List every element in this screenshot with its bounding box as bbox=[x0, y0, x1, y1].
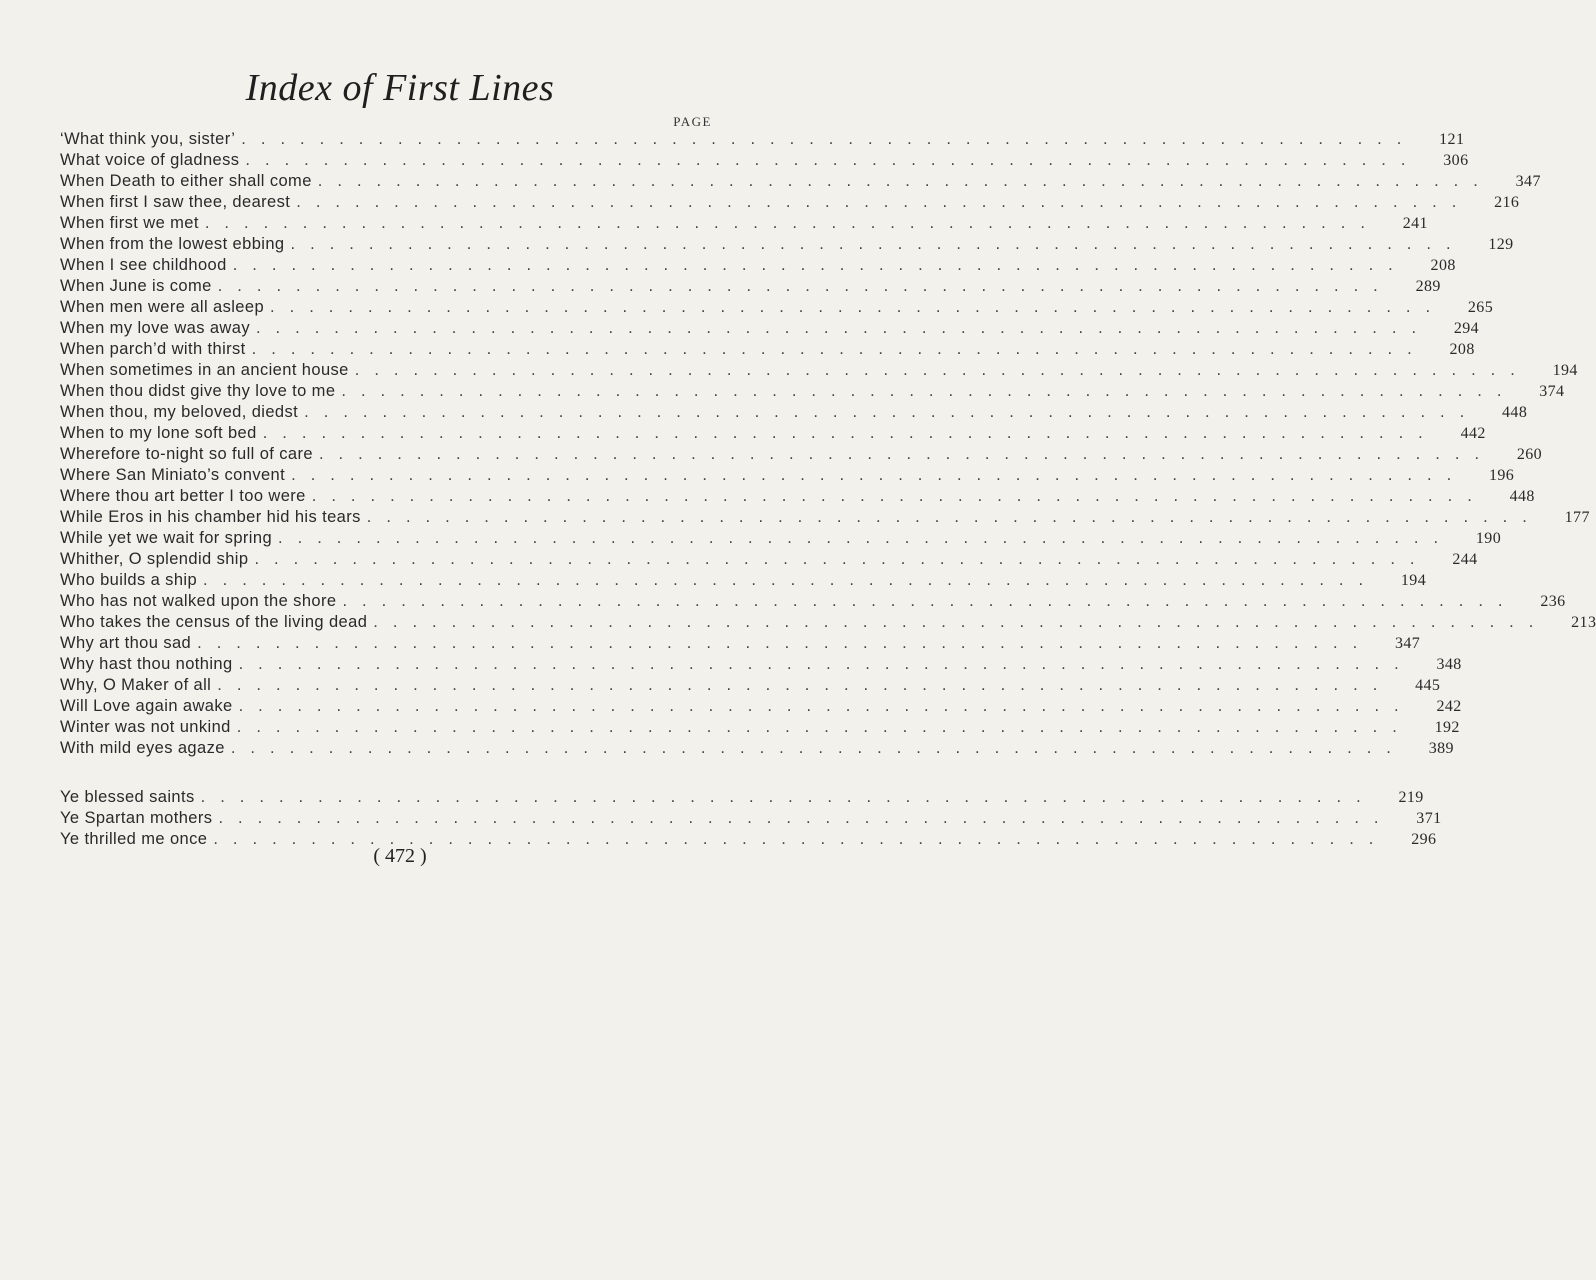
page-reference: 442 bbox=[1460, 425, 1486, 442]
index-entry bbox=[60, 403, 1528, 424]
first-line-text: Who builds a ship bbox=[60, 571, 198, 589]
index-entry bbox=[60, 361, 1578, 382]
page-reference: 389 bbox=[1428, 740, 1454, 757]
first-line-text: When my love was away bbox=[60, 319, 250, 337]
dot-leader: ............................................................ bbox=[255, 319, 1432, 337]
first-line-text: When first we met bbox=[60, 214, 199, 232]
dot-leader: ............................................................ bbox=[218, 809, 1394, 827]
first-line-text: Why, O Maker of all bbox=[60, 676, 212, 694]
index-entry bbox=[60, 487, 1535, 508]
index-entry bbox=[60, 172, 1541, 193]
index-entry bbox=[60, 130, 1465, 151]
dot-leader: ............................................................ bbox=[366, 508, 1542, 526]
dot-leader: ............................................................ bbox=[254, 550, 1430, 568]
index-entry bbox=[60, 739, 1454, 760]
index-entry bbox=[60, 550, 1478, 571]
page-reference: 219 bbox=[1398, 789, 1424, 806]
page-reference: 241 bbox=[1402, 215, 1428, 232]
page-reference: 347 bbox=[1515, 173, 1541, 190]
first-line-text: Why hast thou nothing bbox=[60, 655, 233, 673]
index-entry bbox=[60, 340, 1475, 361]
first-line-text: While yet we wait for spring bbox=[60, 529, 273, 547]
first-line-text: What voice of gladness bbox=[60, 151, 240, 169]
first-line-text: When Death to either shall come bbox=[60, 172, 312, 190]
index-entry bbox=[60, 571, 1427, 592]
page-reference: 347 bbox=[1394, 635, 1421, 652]
dot-leader: ............................................................ bbox=[290, 235, 1466, 253]
first-line-text: While Eros in his chamber hid his tears bbox=[60, 508, 361, 526]
first-line-text: Wherefore to-night so full of care bbox=[60, 445, 313, 463]
index-entry bbox=[60, 445, 1543, 466]
first-line-text: When thou, my beloved, diedst bbox=[60, 403, 299, 421]
page-reference: 448 bbox=[1502, 404, 1528, 421]
index-entry bbox=[60, 613, 1596, 634]
dot-leader: ............................................................ bbox=[204, 214, 1380, 232]
first-line-text: Winter was not unkind bbox=[60, 718, 231, 736]
page-reference: 294 bbox=[1453, 320, 1480, 337]
page-reference: 371 bbox=[1416, 810, 1442, 827]
first-line-text: When parch’d with thirst bbox=[60, 340, 246, 358]
first-line-text: When to my lone soft bed bbox=[60, 424, 257, 442]
dot-leader: ............................................................ bbox=[278, 529, 1454, 547]
index-entry bbox=[60, 655, 1462, 676]
index-entry bbox=[60, 592, 1566, 613]
index-entry bbox=[60, 319, 1480, 340]
page-reference: 348 bbox=[1436, 656, 1462, 673]
index-entry bbox=[60, 151, 1469, 172]
first-line-text: Where thou art better I too were bbox=[60, 487, 306, 505]
page-reference: 129 bbox=[1488, 236, 1514, 253]
first-line-text: Ye Spartan mothers bbox=[60, 809, 213, 827]
first-line-text: Ye thrilled me once bbox=[60, 830, 208, 848]
index-entry bbox=[60, 277, 1441, 298]
entry-group-y bbox=[60, 788, 1442, 851]
dot-leader: ............................................................ bbox=[232, 256, 1408, 274]
page-reference: 213 bbox=[1571, 614, 1596, 631]
dot-leader: ............................................................ bbox=[318, 445, 1495, 463]
page-reference: 194 bbox=[1400, 572, 1427, 589]
page-reference: 196 bbox=[1488, 467, 1515, 484]
dot-leader: ............................................................ bbox=[317, 172, 1493, 190]
dot-leader: ............................................................ bbox=[241, 130, 1417, 148]
page-reference: 208 bbox=[1449, 341, 1475, 358]
page-reference: 306 bbox=[1443, 152, 1469, 169]
dot-leader: ............................................................ bbox=[236, 718, 1412, 736]
index-entry bbox=[60, 508, 1590, 529]
first-line-text: When June is come bbox=[60, 277, 212, 295]
index-entry bbox=[60, 634, 1421, 655]
dot-leader: ............................................................ bbox=[354, 361, 1530, 379]
page-reference: 265 bbox=[1467, 299, 1494, 316]
page-reference: 121 bbox=[1439, 131, 1465, 148]
group-spacer bbox=[60, 760, 713, 788]
index-entry bbox=[60, 809, 1442, 830]
dot-leader: ............................................................ bbox=[238, 655, 1414, 673]
dot-leader: ............................................................ bbox=[200, 788, 1376, 806]
index-entry bbox=[60, 466, 1515, 487]
page-reference: 244 bbox=[1452, 551, 1478, 568]
first-line-text: When thou didst give thy love to me bbox=[60, 382, 336, 400]
dot-leader: ............................................................ bbox=[238, 697, 1414, 715]
dot-leader: ............................................................ bbox=[217, 277, 1393, 295]
index-entry bbox=[60, 676, 1441, 697]
first-line-text: When from the lowest ebbing bbox=[60, 235, 285, 253]
dot-leader: ............................................................ bbox=[341, 382, 1517, 400]
dot-leader: ............................................................ bbox=[213, 830, 1389, 848]
index-entry bbox=[60, 697, 1462, 718]
first-line-text: With mild eyes agaze bbox=[60, 739, 225, 757]
first-line-text: When I see childhood bbox=[60, 256, 227, 274]
index-entries bbox=[60, 130, 1596, 851]
index-entry bbox=[60, 298, 1494, 319]
page-reference: 216 bbox=[1494, 194, 1520, 211]
first-line-text: Will Love again awake bbox=[60, 697, 233, 715]
index-entry bbox=[60, 718, 1460, 739]
page-reference: 236 bbox=[1540, 593, 1566, 610]
dot-leader: ............................................................ bbox=[262, 424, 1438, 442]
first-line-text: When men were all asleep bbox=[60, 298, 265, 316]
index-entry bbox=[60, 788, 1424, 809]
page-reference: 208 bbox=[1430, 257, 1456, 274]
index-entry bbox=[60, 235, 1514, 256]
index-entry bbox=[60, 382, 1565, 403]
index-entry bbox=[60, 424, 1486, 445]
dot-leader: ............................................................ bbox=[342, 592, 1518, 610]
page-reference: 296 bbox=[1411, 831, 1437, 848]
dot-leader: ............................................................ bbox=[251, 340, 1427, 358]
first-line-text: When sometimes in an ancient house bbox=[60, 361, 349, 379]
page-reference: 260 bbox=[1516, 446, 1543, 463]
dot-leader: ............................................................ bbox=[203, 571, 1379, 589]
first-line-text: Ye blessed saints bbox=[60, 788, 195, 806]
first-line-text: Who has not walked upon the shore bbox=[60, 592, 337, 610]
entry-group-w bbox=[60, 130, 1596, 760]
page-reference: 192 bbox=[1434, 719, 1460, 736]
dot-leader: ............................................................ bbox=[197, 634, 1373, 652]
first-line-text: Why art thou sad bbox=[60, 634, 192, 652]
index-entry bbox=[60, 256, 1456, 277]
dot-leader: ............................................................ bbox=[230, 739, 1406, 757]
page-reference: 242 bbox=[1436, 698, 1462, 715]
dot-leader: ............................................................ bbox=[311, 487, 1487, 505]
first-line-text: Where San Miniato’s convent bbox=[60, 466, 286, 484]
dot-leader: ............................................................ bbox=[245, 151, 1421, 169]
dot-leader: ............................................................ bbox=[373, 613, 1549, 631]
page-reference: 445 bbox=[1415, 677, 1441, 694]
first-line-text: When first I saw thee, dearest bbox=[60, 193, 291, 211]
page-reference: 177 bbox=[1564, 509, 1590, 526]
index-entry bbox=[60, 193, 1520, 214]
index-entry bbox=[60, 214, 1428, 235]
first-line-text: ‘What think you, sister’ bbox=[60, 130, 236, 148]
dot-leader: ............................................................ bbox=[304, 403, 1480, 421]
page-column-label: PAGE bbox=[673, 114, 712, 129]
dot-leader: ............................................................ bbox=[296, 193, 1472, 211]
page-number: ( 472 ) bbox=[373, 845, 427, 867]
dot-leader: ............................................................ bbox=[270, 298, 1446, 316]
first-line-text: Who takes the census of the living dead bbox=[60, 613, 368, 631]
page-title: Index of First Lines bbox=[245, 67, 555, 109]
dot-leader: ............................................................ bbox=[291, 466, 1467, 484]
page-reference: 448 bbox=[1509, 488, 1535, 505]
page-reference: 374 bbox=[1539, 383, 1565, 400]
page-reference: 289 bbox=[1415, 278, 1441, 295]
page-reference: 190 bbox=[1475, 530, 1502, 547]
dot-leader: ............................................................ bbox=[217, 676, 1393, 694]
page-reference: 194 bbox=[1552, 362, 1578, 379]
first-line-text: Whither, O splendid ship bbox=[60, 550, 249, 568]
index-entry bbox=[60, 529, 1502, 550]
